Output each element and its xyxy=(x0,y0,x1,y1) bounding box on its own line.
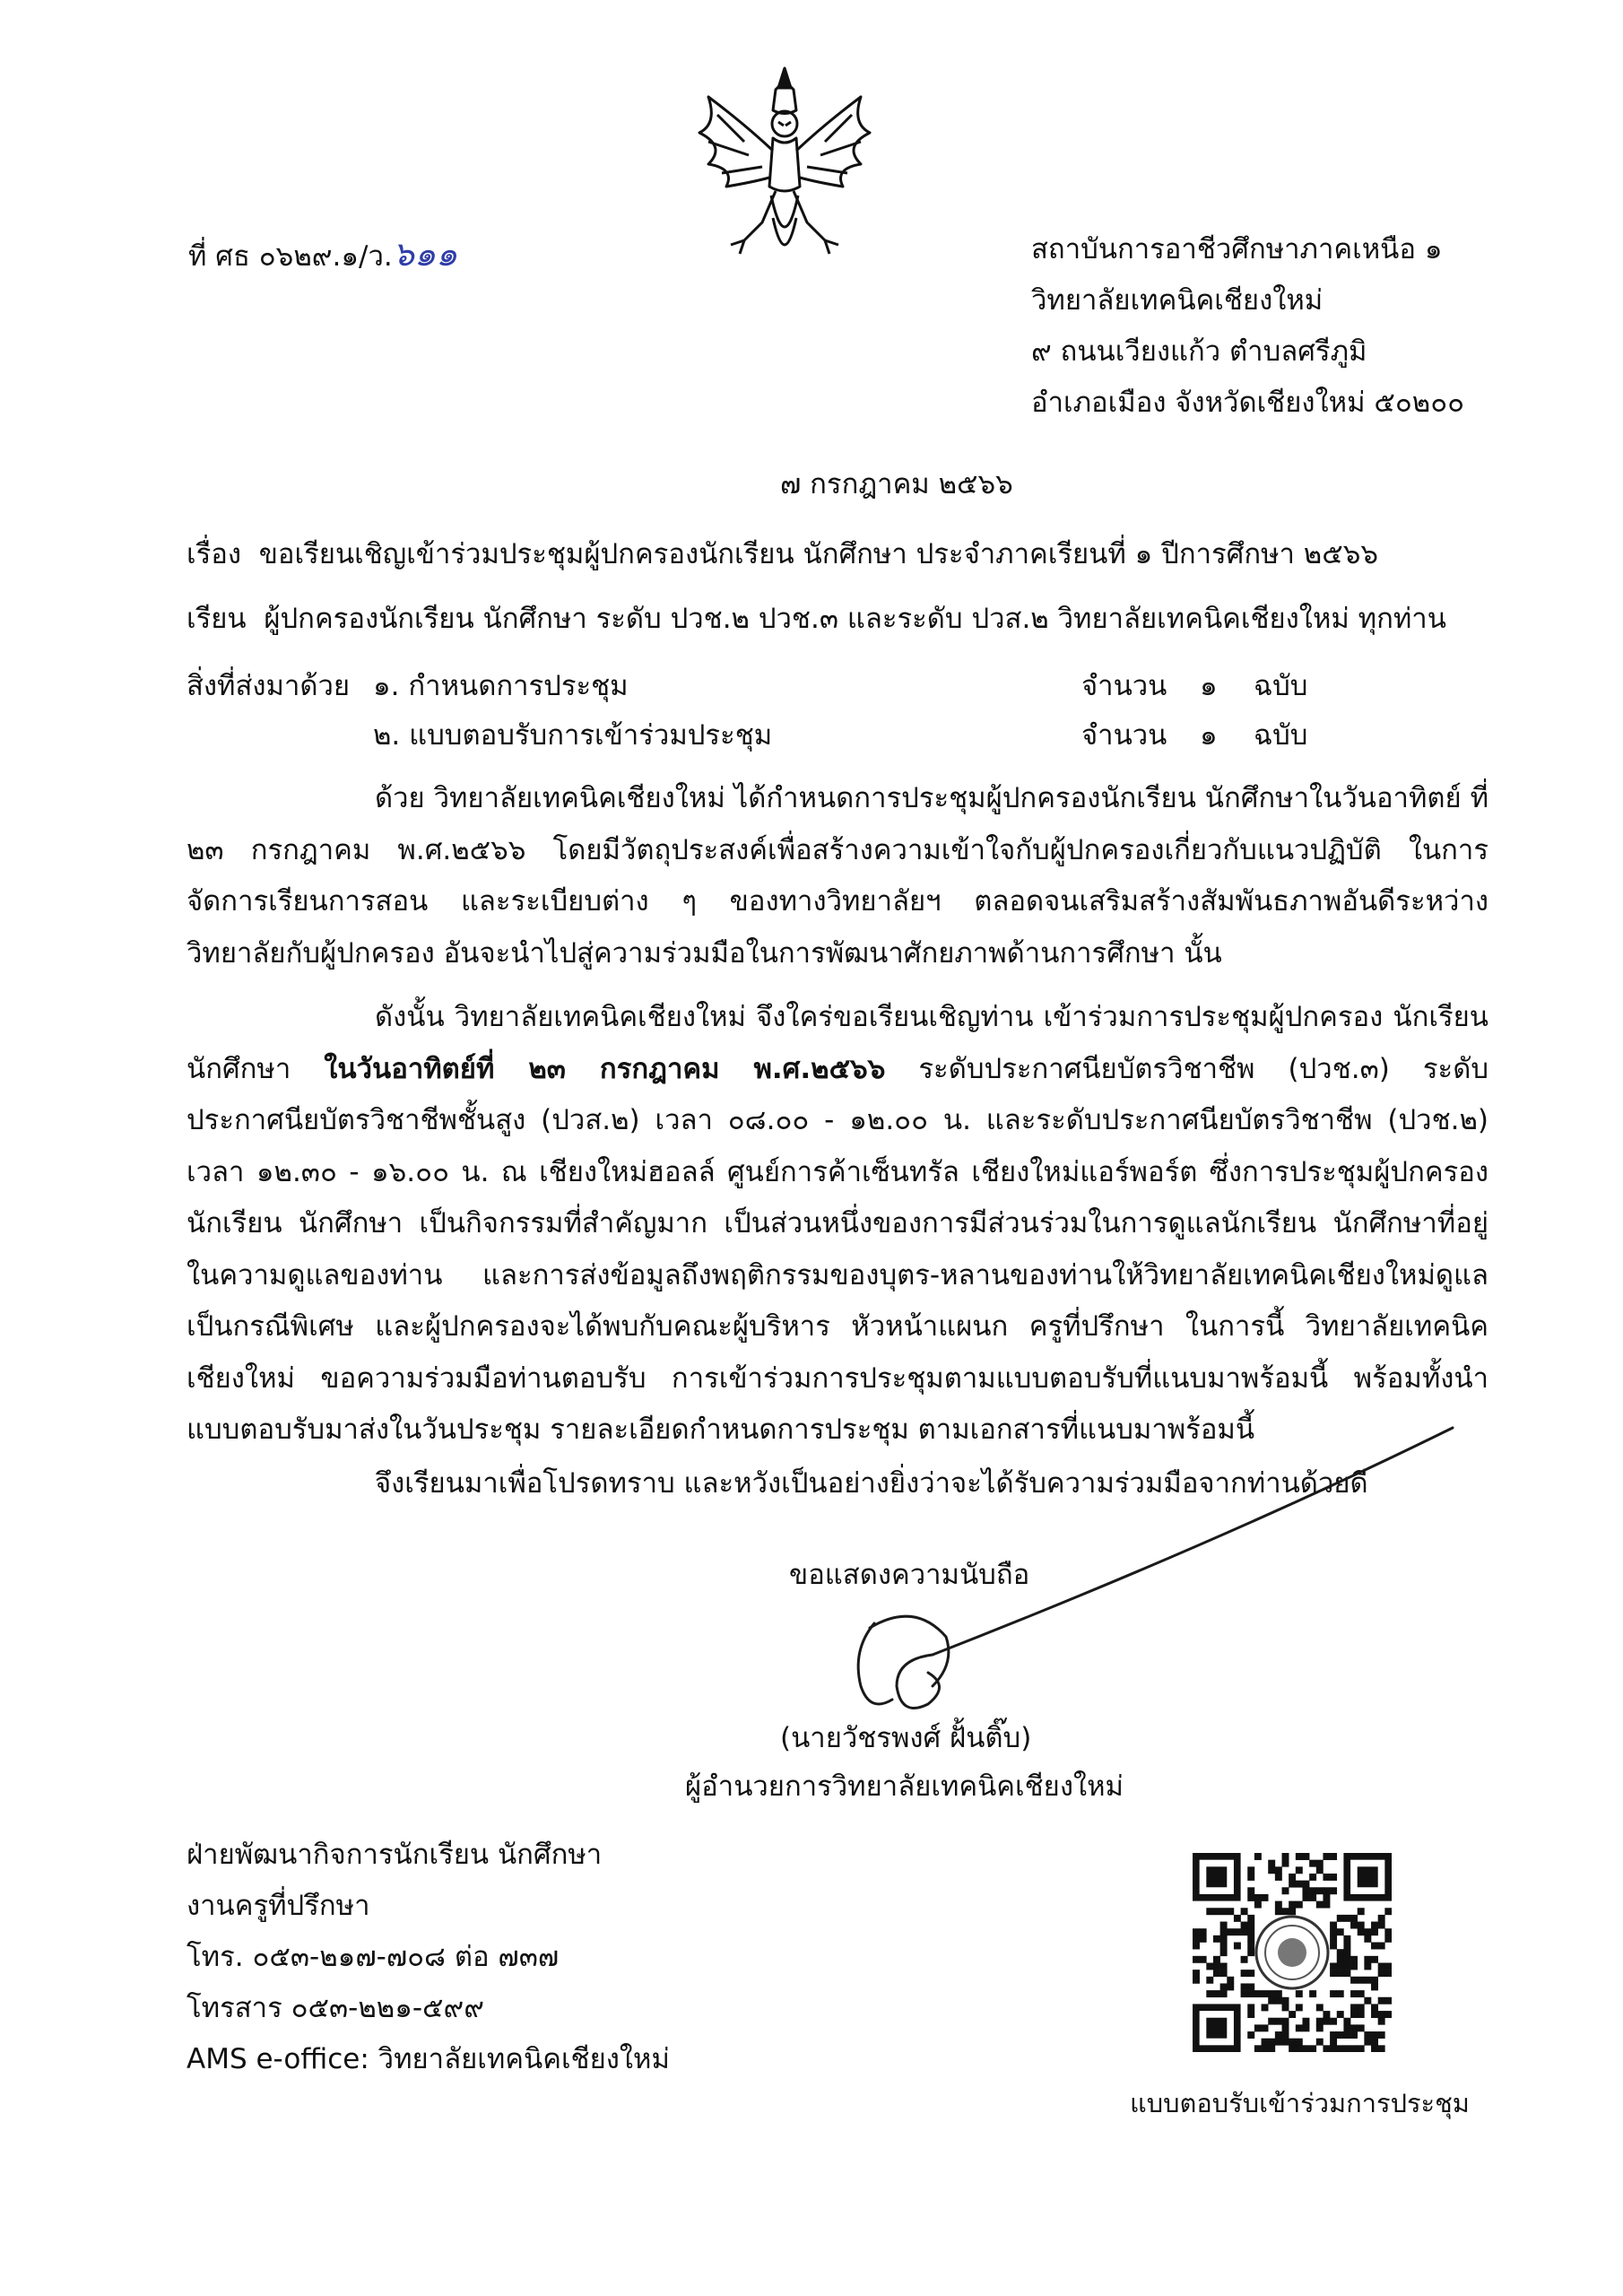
contact-block xyxy=(187,1830,670,2085)
enclosure-row xyxy=(187,711,1460,761)
recipient-text: ผู้ปกครองนักเรียน นักศึกษา ระดับ ปวช.๒ ปวช.๓ และระดับ ปวส.๒ วิทยาลัยเทคนิคเชียงใหม่ ทุกท่าน xyxy=(264,603,1446,635)
contact-eoffice: AMS e-office: วิทยาลัยเทคนิคเชียงใหม่ xyxy=(187,2043,670,2075)
enclosure-item: ๒. แบบตอบรับการเข้าร่วมประชุม xyxy=(373,719,773,752)
enclosure-count-label: จำนวน xyxy=(1081,670,1167,702)
recipient-label: เรียน xyxy=(187,603,247,635)
contact-section: งานครูที่ปรึกษา xyxy=(187,1890,370,1922)
contact-phone: โทร. ๐๕๓-๒๑๗-๗๐๘ ต่อ ๗๓๗ xyxy=(187,1941,560,1973)
enclosure-count: ๑ xyxy=(1200,670,1218,702)
closing-sentence: จึงเรียนมาเพื่อโปรดทราบ และหวังเป็นอย่างยิ่งว่าจะได้รับความร่วมมือจากท่านด้วยดี xyxy=(375,1467,1368,1500)
address-line: ๙ ถนนเวียงแก้ว ตำบลศรีภูมิ xyxy=(1031,335,1367,368)
address-line: อำเภอเมือง จังหวัดเชียงใหม่ ๕๐๒๐๐ xyxy=(1031,387,1465,419)
signer-name: (นายวัชรพงศ์ ฝั้นติ๊บ) xyxy=(780,1722,1032,1754)
enclosure-count-label: จำนวน xyxy=(1081,719,1167,752)
contact-department: ฝ่ายพัฒนากิจการนักเรียน นักศึกษา xyxy=(187,1839,603,1871)
letter-date: ๗ กรกฎาคม ๒๕๖๖ xyxy=(780,468,1013,500)
garuda-emblem-icon xyxy=(690,61,879,276)
reference-number xyxy=(188,226,457,281)
enclosure-unit: ฉบับ xyxy=(1254,670,1308,702)
reference-handwritten-number: ๖๑๑ xyxy=(392,234,458,274)
regards: ขอแสดงความนับถือ xyxy=(789,1559,1030,1591)
signer-position: ผู้อำนวยการวิทยาลัยเทคนิคเชียงใหม่ xyxy=(685,1770,1124,1803)
qr-caption: แบบตอบรับเข้าร่วมการประชุม xyxy=(1130,2088,1470,2118)
qr-code-icon[interactable] xyxy=(1193,1853,1392,2052)
enclosures-label: สิ่งที่ส่งมาด้วย xyxy=(187,670,351,702)
body-paragraph-2 xyxy=(187,992,1488,1457)
subject-line xyxy=(187,531,1378,576)
enclosure-unit: ฉบับ xyxy=(1254,719,1308,752)
contact-fax: โทรสาร ๐๕๓-๒๒๑-๕๙๙ xyxy=(187,1992,484,2024)
body-paragraph-2-start: ดังนั้น วิทยาลัยเทคนิคเชียงใหม่ จึงใคร่ขอเรียนเชิญท่าน เข้าร่วมการประชุมผู้ปกครอง นักเรียน นักศึกษา xyxy=(187,1001,1488,1085)
enclosure-count: ๑ xyxy=(1200,719,1218,752)
subject-label: เรื่อง xyxy=(187,538,242,570)
subject-text: ขอเรียนเชิญเข้าร่วมประชุมผู้ปกครองนักเรียน นักศึกษา ประจำภาคเรียนที่ ๑ ปีการศึกษา ๒๕๖๖ xyxy=(258,538,1379,570)
handwritten-signature xyxy=(843,1417,1471,1722)
body-paragraph-2-rest: ระดับประกาศนียบัตรวิชาชีพ (ปวช.๓) ระดับประกาศนียบัตรวิชาชีพชั้นสูง (ปวส.๒) เวลา ๐๘.๐๐ - ๑๒.๐๐ น. และระดับประกาศนียบัตรวิชาชีพ (ปวช.๒) เวลา ๑๒.๓๐ - ๑๖.๐๐ น. ณ เชียงใหม่ฮอลล์ ศูนย์การค้าเซ็นทรัล เชียงใหม่แอร์พอร์ต ซึ่งการประชุมผู้ปกครองนักเรียน นักศึกษา เป็นกิจกรรมที่สำคัญมาก เป็นส่วนหนึ่งของการมีส่วนร่วมในการดูแลนักเรียน นักศึกษาที่อยู่ในความดูแลของท่าน และการส่งข้อมูลถึงพฤติกรรมของบุตร-หลานของท่านให้วิทยาลัยเทคนิคเชียงใหม่ดูแลเป็นกรณีพิเศษ และผู้ปกครองจะได้พบกับคณะผู้บริหาร หัวหน้าแผนก ครูที่ปรึกษา ในการนี้ วิทยาลัยเทคนิคเชียงใหม่ ขอความร่วมมือท่านตอบรับ การเข้าร่วมการประชุมตามแบบตอบรับที่แนบมาพร้อมนี้ พร้อมทั้งนำแบบตอบรับมาส่งในวันประชุม รายละเอียดกำหนดการประชุม ตามเอกสารที่แนบมาพร้อมนี้ xyxy=(187,1052,1488,1446)
body-paragraph-1-text: ด้วย วิทยาลัยเทคนิคเชียงใหม่ ได้กำหนดการประชุมผู้ปกครองนักเรียน นักศึกษาในวันอาทิตย์ ที่ ๒๓ กรกฎาคม พ.ศ.๒๕๖๖ โดยมีวัตถุประสงค์เพื่อสร้างความเข้าใจกับผู้ปกครองเกี่ยวกับแนวปฏิบัติ ในการจัดการเรียนการสอน และระเบียบต่าง ๆ ของทางวิทยาลัยฯ ตลอดจนเสริมสร้างสัมพันธภาพอันดีระหว่างวิทยาลัยกับผู้ปกครอง อันจะนำไปสู่ความร่วมมือในการพัฒนาศักยภาพด้านการศึกษา นั้น xyxy=(187,782,1488,970)
enclosure-item: ๑. กำหนดการประชุม xyxy=(373,670,629,702)
reference-prefix: ที่ ศธ ๐๖๒๙.๑/ว. xyxy=(188,240,393,273)
body-paragraph-1 xyxy=(187,773,1488,979)
meeting-date-emphasis: ในวันอาทิตย์ที่ ๒๓ กรกฎาคม พ.ศ.๒๕๖๖ xyxy=(324,1052,886,1085)
sender-address xyxy=(1031,224,1464,429)
address-line: สถาบันการอาชีวศึกษาภาคเหนือ ๑ xyxy=(1031,233,1443,265)
recipient-line xyxy=(187,596,1446,640)
enclosure-row xyxy=(187,662,1460,711)
enclosures xyxy=(187,662,1460,761)
address-line: วิทยาลัยเทคนิคเชียงใหม่ xyxy=(1031,284,1324,317)
